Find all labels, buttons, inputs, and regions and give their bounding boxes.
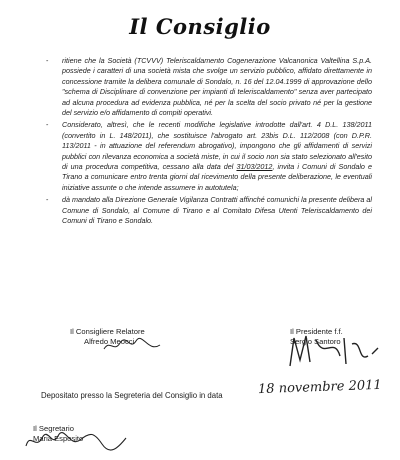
bullet-dash: -	[46, 120, 49, 130]
secretary-role: Il Segretario	[33, 424, 74, 433]
secretary-signature	[22, 428, 132, 454]
resolution-item	[46, 120, 372, 193]
president-signature	[284, 330, 384, 372]
item-text: Considerato, altresì, che le recenti modifiche legislative introdotte dall'art. 4 D.L. 138/2011 (convertito in L. 148/2011), che sostituisce l'abrogato art. 23bis D.L. 112/2008 (con D.P.R. 113/2011 - in attuazione del referendum abrogativo), impongono che gli affidamenti di servizi pubblici con rilevanza economica a società miste, in cui il socio non sia stato selezionato all'esito di una procedura competitiva, cessano alla data del	[62, 120, 372, 172]
bullet-dash: -	[46, 195, 49, 205]
resolution-item	[46, 56, 372, 118]
item-text: , invita i Comuni di Sondalo e Tirano a comunicare entro trenta giorni dal ricevimento della presente deliberazione, le eventuali iniziative assunte o che intende assumere in autotutela;	[62, 162, 372, 192]
item-text: dà mandato alla Direzione Generale Vigilanza Contratti affinché comunichi la presente delibera al Comune di Sondalo, al Comune di Tirano e al Comitato Difesa Utenti Teleriscaldamento dei Comuni di Tirano e Sondalo.	[62, 195, 372, 226]
item-text: ritiene che la Società (TCVVV) Teleriscaldamento Cogenerazione Valcanonica Valtellina S.p.A. possiede i caratteri di una società mista che svolge un servizio pubblico, affidato direttamente in concessione tramite la delibera comunale di Sondalo, n. 16 del 12.04.1999 di approvazione dello "schema di Disciplinare di convenzione per impianti di teleriscaldamento" senza aver partecipato ad alcuna procedura ad evidenza pubblica, né per la scelta del socio privato né per la gestione del servizio e/o affidamento di compiti operativi.	[62, 56, 372, 118]
secretary-name: Maria Esposito	[33, 434, 84, 443]
resolution-item	[46, 195, 372, 226]
deposit-date-handwritten: 18 novembre 2011	[257, 377, 382, 398]
rapporteur-name: Alfredo Meocci	[84, 337, 135, 346]
bullet-dash: -	[46, 56, 49, 65]
president-name: Sergio Santoro	[290, 337, 341, 346]
president-role: Il Presidente f.f.	[290, 327, 343, 336]
deposit-line: Depositato presso la Segreteria del Consiglio in data	[41, 391, 223, 400]
document-title: Il Consiglio	[129, 14, 271, 39]
rapporteur-signature	[100, 335, 170, 357]
rapporteur-role: Il Consigliere Relatore	[70, 327, 145, 336]
resolution-items	[46, 56, 372, 229]
deadline-date: 31/03/2012	[236, 162, 273, 172]
